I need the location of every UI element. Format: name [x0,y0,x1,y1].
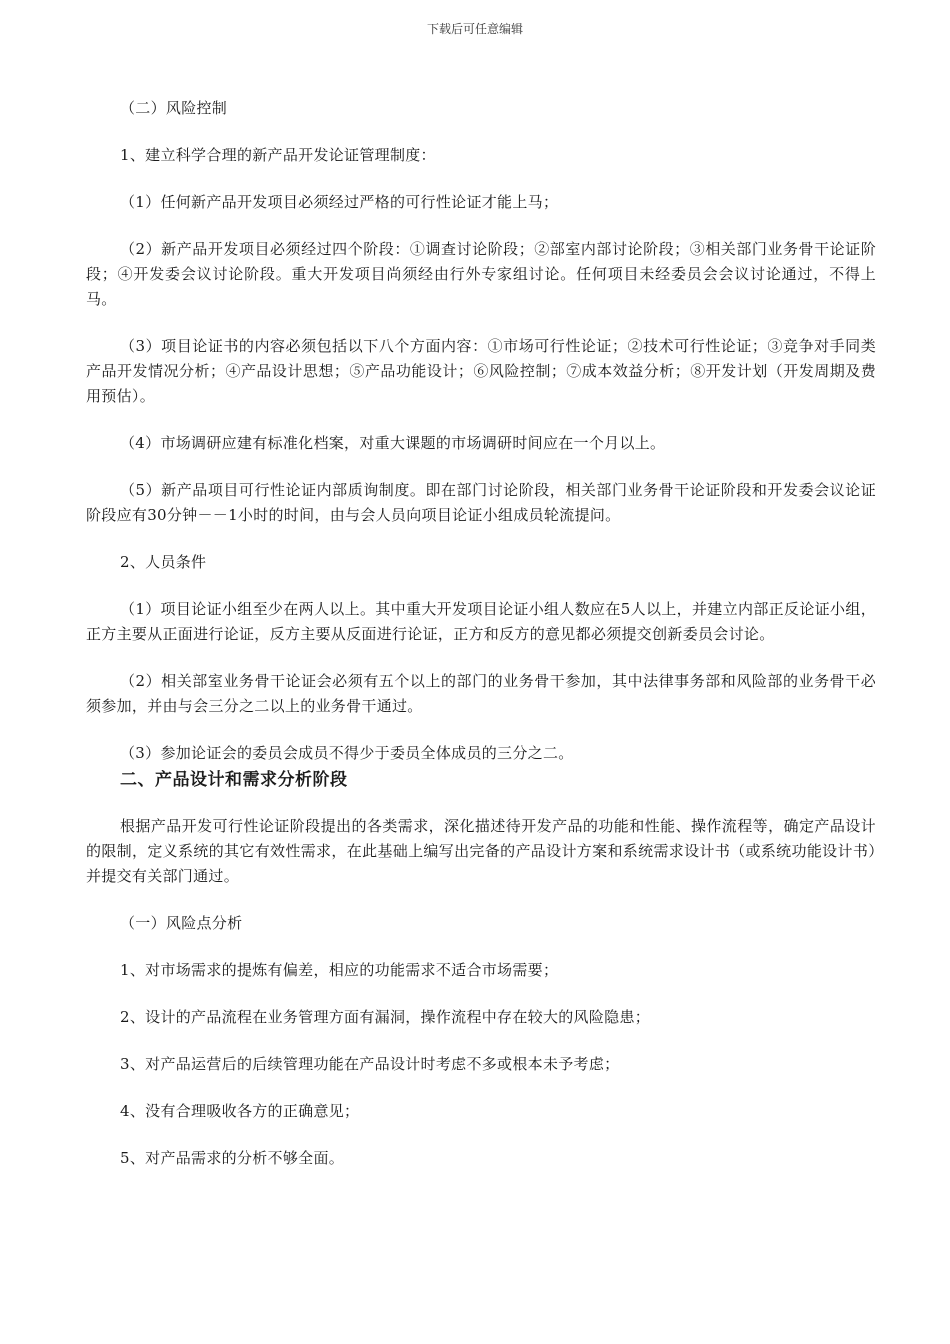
list-item: 1、建立科学合理的新产品开发论证管理制度： [120,146,436,164]
list-item: （3）参加论证会的委员会成员不得少于委员全体成员的三分之二。 [120,744,574,762]
subsection-title-risk-analysis: （一）风险点分析 [120,914,243,932]
section-intro: 根据产品开发可行性论证阶段提出的各类需求，深化描述待开发产品的功能和性能、操作流程等，确定产品设计的限制，定义系统的其它有效性需求，在此基础上编写出完备的产品设计方案和系统需求设计书（或系统功能设计书）并提交有关部门通过。 [86,817,876,885]
list-item: （1）项目论证小组至少在两人以上。其中重大开发项目论证小组人数应在5人以上，并建立内部正反论证小组，正方主要从正面进行论证，反方主要从反面进行论证，正方和反方的意见都必须提交创新委员会讨论。 [86,600,876,643]
list-item: （5）新产品项目可行性论证内部质询制度。即在部门讨论阶段，相关部门业务骨干论证阶段和开发委会议论证阶段应有30分钟－－1小时的时间，由与会人员向项目论证小组成员轮流提问。 [86,481,876,524]
list-item: （2）新产品开发项目必须经过四个阶段：①调查讨论阶段；②部室内部讨论阶段；③相关部门业务骨干论证阶段；④开发委会议讨论阶段。重大开发项目尚须经由行外专家组讨论。任何项目未经委员会会议讨论通过，不得上马。 [86,240,876,308]
list-item: 2、设计的产品流程在业务管理方面有漏洞，操作流程中存在较大的风险隐患； [120,1008,651,1026]
list-item: （3）项目论证书的内容必须包括以下八个方面内容：①市场可行性论证；②技术可行性论证；③竞争对手同类产品开发情况分析；④产品设计思想；⑤产品功能设计；⑥风险控制；⑦成本效益分析；⑧开发计划（开发周期及费用预估）。 [86,337,876,405]
list-item: 3、对产品运营后的后续管理功能在产品设计时考虑不多或根本未予考虑； [120,1055,620,1073]
page-header: 下载后可任意编辑 [426,22,523,36]
list-item: 1、对市场需求的提炼有偏差，相应的功能需求不适合市场需要； [120,961,559,979]
list-item: 4、没有合理吸收各方的正确意见； [120,1102,360,1120]
list-item: 5、对产品需求的分析不够全面。 [120,1149,345,1167]
list-item: （1）任何新产品开发项目必须经过严格的可行性论证才能上马； [120,193,559,211]
section-heading: 二、产品设计和需求分析阶段 [120,770,348,790]
subsection-title-staff: 2、人员条件 [120,553,207,571]
list-item: （4）市场调研应建有标准化档案，对重大课题的市场调研时间应在一个月以上。 [120,434,666,452]
document-body [86,96,876,1171]
list-item: （2）相关部室业务骨干论证会必须有五个以上的部门的业务骨干参加，其中法律事务部和风险部的业务骨干必须参加，并由与会三分之二以上的业务骨干通过。 [86,672,876,715]
subsection-title-risk-control: （二）风险控制 [120,99,228,117]
